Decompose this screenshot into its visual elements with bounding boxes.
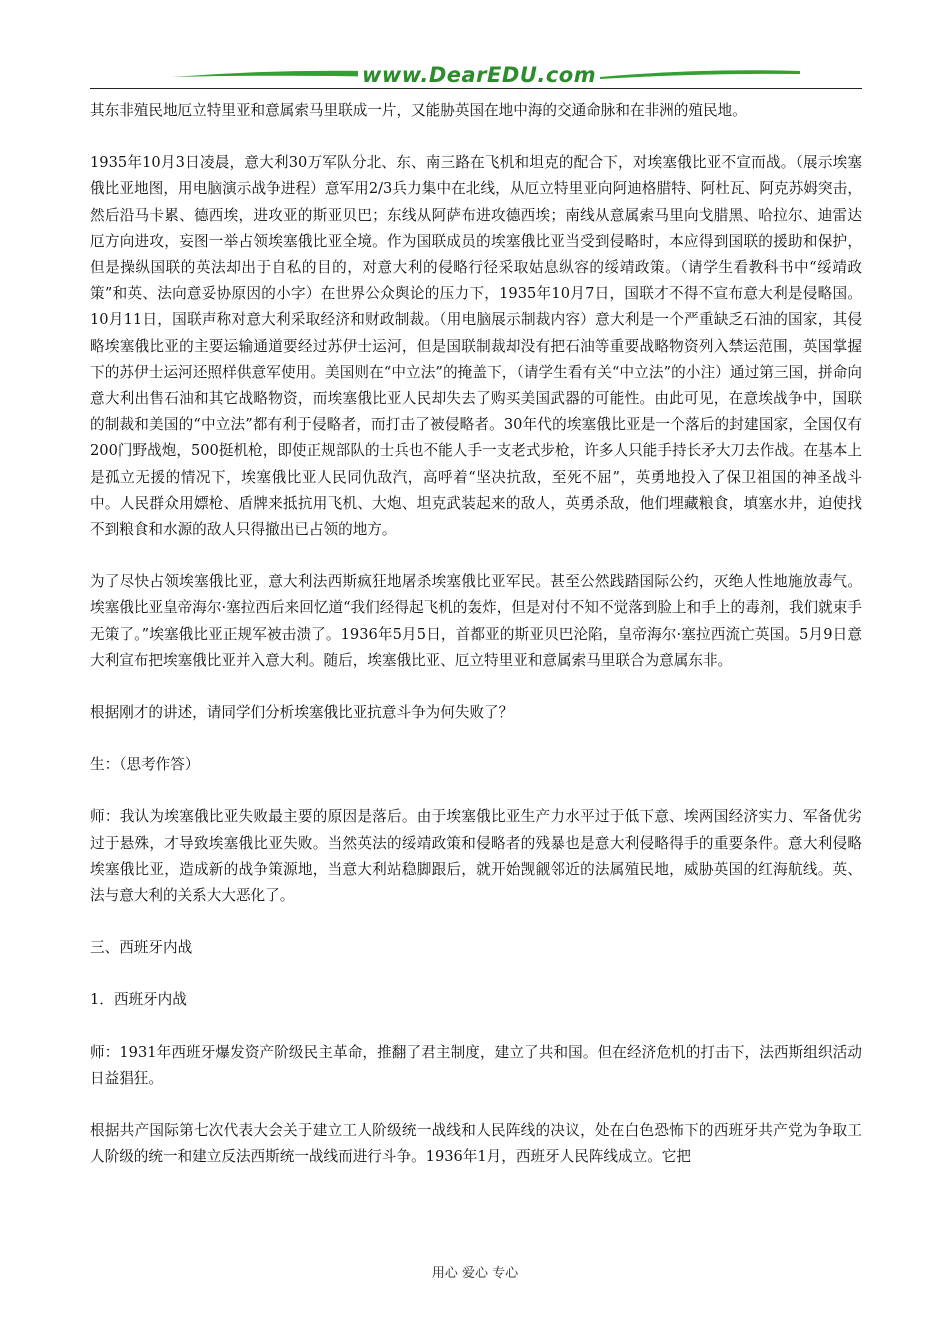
paragraph: 根据共产国际第七次代表大会关于建立工人阶级统一战线和人民阵线的决议，处在白色恐怖下的西班牙共产党为争取工人阶级的统一和建立反法西斯统一战线而进行斗争。1936年1月，西班牙人民阵线成立。它把 [90, 1122, 862, 1166]
paragraph: 其东非殖民地厄立特里亚和意属索马里联成一片，又能胁英国在地中海的交通命脉和在非洲的殖民地。 [90, 102, 747, 119]
right-swoosh-decoration [600, 68, 800, 82]
page-header [90, 62, 862, 92]
document-body [90, 98, 862, 1197]
paragraph: 1935年10月3日凌晨，意大利30万军队分北、东、南三路在飞机和坦克的配合下，对埃塞俄比亚不宣而战。（展示埃塞俄比亚地图，用电脑演示战争进程）意军用2/3兵力集中在北线，从厄立特里亚向阿迪格腊特、阿杜瓦、阿克苏姆突击，然后沿马卡累、德西埃，进攻亚的斯亚贝巴；东线从阿萨布进攻德西埃；南线从意属索马里向戈腊黑、哈拉尔、迪雷达厄方向进攻，妄图一举占领埃塞俄比亚全境。作为国联成员的埃塞俄比亚当受到侵略时，本应得到国联的援助和保护，但是操纵国联的英法却出于自私的目的，对意大利的侵略行径采取姑息纵容的绥靖政策。（请学生看教科书中“绥靖政策”和英、法向意妥协原因的小字）在世界公众舆论的压力下，1935年10月7日，国联才不得不宣布意大利是侵略国。10月11日，国联声称对意大利采取经济和财政制裁。（用电脑展示制裁内容）意大利是一个严重缺乏石油的国家，其侵略埃塞俄比亚的主要运输通道要经过苏伊士运河，但是国联制裁却没有把石油等重要战略物资列入禁运范围，英国掌握下的苏伊士运河还照样供意军使用。美国则在“中立法”的掩盖下，（请学生看有关“中立法”的小注）通过第三国，拼命向意大利出售石油和其它战略物资，而埃塞俄比亚人民却失去了购买美国武器的可能性。由此可见，在意埃战争中，国联的制裁和美国的“中立法”都有利于侵略者，而打击了被侵略者。30年代的埃塞俄比亚是一个落后的封建国家，全国仅有200门野战炮，500挺机枪，即使正规部队的士兵也不能人手一支老式步枪，许多人只能手持长矛大刀去作战。在基本上是孤立无援的情况下，埃塞俄比亚人民同仇敌汽，高呼着“坚决抗敌，至死不屈”，英勇地投入了保卫祖国的神圣战斗中。人民群众用嫖枪、盾牌来抵抗用飞机、大炮、坦克武装起来的敌人，英勇杀敌，他们埋藏粮食，填塞水井，迫使找不到粮食和水源的敌人只得撤出已占领的地方。 [90, 154, 862, 539]
paragraph: 生：（思考作答） [90, 756, 200, 774]
site-logo-text: www.DearEDU.com [358, 63, 600, 87]
paragraph: 根据刚才的讲述，请同学们分析埃塞俄比亚抗意斗争为何失败了？ [90, 704, 514, 722]
subsection-heading: 1．西班牙内战 [90, 991, 187, 1009]
paragraph: 师：1931年西班牙爆发资产阶级民主革命，推翻了君主制度，建立了共和国。但在经济危机的打击下，法西斯组织活动日益猖狂。 [90, 1043, 862, 1087]
section-heading: 三、西班牙内战 [90, 939, 193, 957]
header-divider [90, 88, 862, 89]
paragraph: 师：我认为埃塞俄比亚失败最主要的原因是落后。由于埃塞俄比亚生产力水平过于低下意、埃两国经济实力、军备优劣过于悬殊，才导致埃塞俄比亚失败。当然英法的绥靖政策和侵略者的残暴也是意大利侵略得手的重要条件。意大利侵略埃塞俄比亚，造成新的战争策源地，当意大利站稳脚跟后，就开始觊觎邻近的法属殖民地，威胁英国的红海航线。英、法与意大利的关系大大恶化了。 [90, 808, 862, 905]
page-footer: 用心 爱心 专心 [431, 1266, 519, 1281]
paragraph: 为了尽快占领埃塞俄比亚，意大利法西斯疯狂地屠杀埃塞俄比亚军民。甚至公然践踏国际公约，灭绝人性地施放毒气。埃塞俄比亚皇帝海尔·塞拉西后来回忆道“我们经得起飞机的轰炸，但是对付不知不觉落到脸上和手上的毒剂，我们就束手无策了。”埃塞俄比亚正规军被击溃了。1936年5月5日，首都亚的斯亚贝巴沦陷，皇帝海尔·塞拉西流亡英国。5月9日意大利宣布把埃塞俄比亚并入意大利。随后，埃塞俄比亚、厄立特里亚和意属索马里联合为意属东非。 [90, 573, 862, 669]
